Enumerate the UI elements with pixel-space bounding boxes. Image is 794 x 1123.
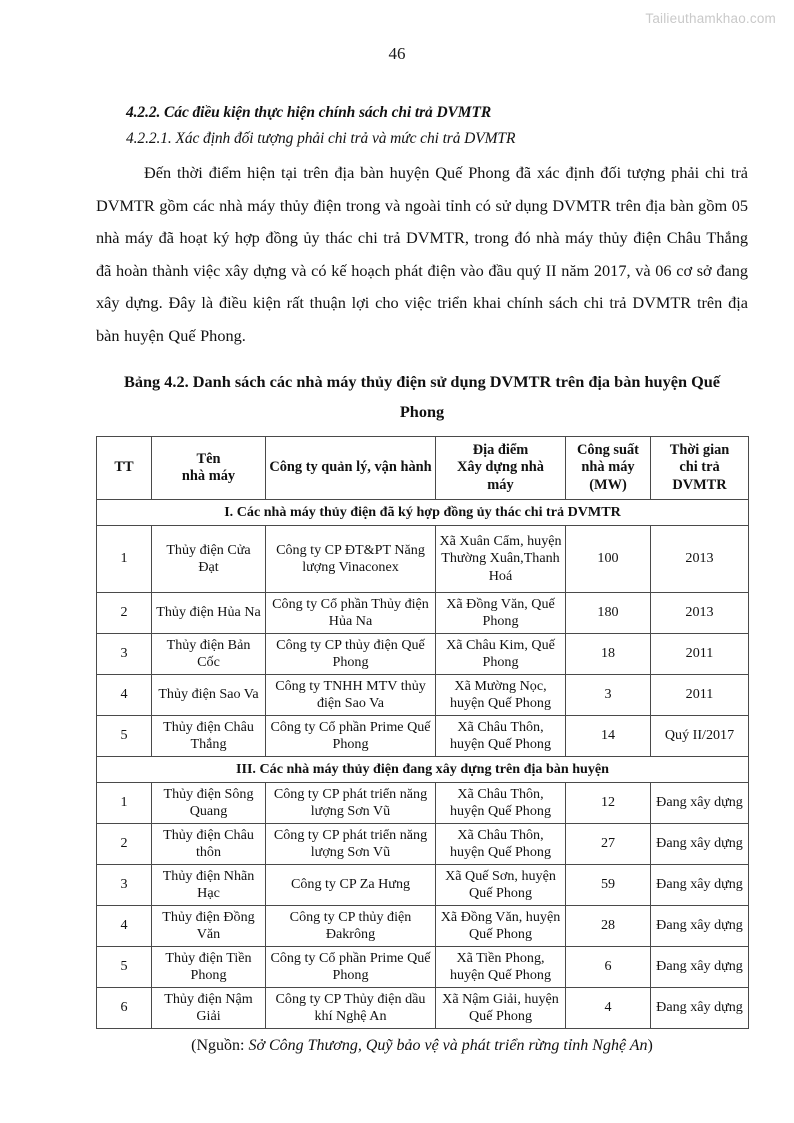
table-row [97, 783, 749, 824]
page-number: 46 [388, 44, 406, 63]
header-line-2: chi trả [679, 459, 720, 476]
source-body: Sở Công Thương, Quỹ bảo vệ và phát triển rừng tỉnh Nghệ An [248, 1037, 648, 1054]
cell-payment-time: Đang xây dựng [651, 783, 749, 824]
table-row [97, 824, 749, 865]
header-line-3: DVMTR [672, 476, 727, 493]
table-caption: Bảng 4.2. Danh sách các nhà máy thủy điện sử dụng DVMTR trên địa bàn huyện Quế Phong [124, 372, 721, 421]
cell-payment-time: Đang xây dựng [651, 906, 749, 947]
cell-tt: 3 [97, 634, 152, 675]
cell-payment-time: Đang xây dựng [651, 988, 749, 1029]
header-line-2: nhà máy [181, 468, 236, 484]
header-line-1: Thời gian [669, 441, 730, 458]
cell-plant-name: Thủy điện Sao Va [152, 675, 266, 716]
cell-location: Xã Tiền Phong, huyện Quế Phong [436, 947, 566, 988]
section-title-under-construction: III. Các nhà máy thủy điện đang xây dựng trên địa bàn huyện [97, 757, 749, 783]
table-row [97, 988, 749, 1029]
cell-location: Xã Đồng Văn, Quế Phong [436, 593, 566, 634]
cell-capacity: 14 [566, 716, 651, 757]
cell-capacity: 18 [566, 634, 651, 675]
cell-tt: 1 [97, 526, 152, 593]
cell-capacity: 180 [566, 593, 651, 634]
header-line-3: (MW) [589, 476, 627, 493]
table-row [97, 634, 749, 675]
cell-company: Công ty CP Thủy điện dầu khí Nghệ An [266, 988, 436, 1029]
cell-capacity: 100 [566, 526, 651, 593]
column-header-tt: TT [97, 437, 152, 500]
header-line-2: Xây dựng nhà [456, 459, 545, 476]
cell-plant-name: Thủy điện Tiền Phong [152, 947, 266, 988]
table-source-note [96, 1034, 748, 1058]
header-line-1: Địa điểm [472, 441, 529, 458]
cell-payment-time: 2011 [651, 675, 749, 716]
cell-tt: 3 [97, 865, 152, 906]
cell-plant-name: Thủy điện Hủa Na [152, 593, 266, 634]
cell-company: Công ty Cổ phần Prime Quế Phong [266, 947, 436, 988]
cell-tt: 4 [97, 906, 152, 947]
cell-location: Xã Mường Nọc, huyện Quế Phong [436, 675, 566, 716]
cell-company: Công ty CP phát triển năng lượng Sơn Vũ [266, 783, 436, 824]
cell-capacity: 6 [566, 947, 651, 988]
cell-location: Xã Đồng Văn, huyện Quế Phong [436, 906, 566, 947]
cell-payment-time: Quý II/2017 [651, 716, 749, 757]
cell-tt: 1 [97, 783, 152, 824]
column-header-payment-time [651, 437, 749, 500]
cell-capacity: 12 [566, 783, 651, 824]
section-header-row-3 [97, 757, 749, 783]
section-header-row-1 [97, 500, 749, 526]
cell-tt: 5 [97, 716, 152, 757]
cell-company: Công ty CP thủy điện Đakrông [266, 906, 436, 947]
column-header-company: Công ty quản lý, vận hành [266, 437, 436, 500]
header-line-1: Tên [196, 450, 221, 467]
table-row [97, 906, 749, 947]
header-line-3: máy [487, 476, 514, 493]
table-body [97, 500, 749, 1029]
cell-company: Công ty TNHH MTV thủy điện Sao Va [266, 675, 436, 716]
cell-payment-time: 2013 [651, 526, 749, 593]
cell-tt: 6 [97, 988, 152, 1029]
cell-payment-time: 2011 [651, 634, 749, 675]
cell-capacity: 3 [566, 675, 651, 716]
table-head [97, 437, 749, 500]
cell-plant-name: Thủy điện Nhãn Hạc [152, 865, 266, 906]
cell-plant-name: Thủy điện Châu Thắng [152, 716, 266, 757]
cell-company: Công ty CP Za Hưng [266, 865, 436, 906]
header-line-2: nhà máy [581, 459, 635, 476]
section-heading-4221: 4.2.2.1. Xác định đối tượng phải chi trả và mức chi trả DVMTR [126, 130, 516, 147]
table-header-row [97, 437, 749, 500]
cell-location: Xã Nậm Giải, huyện Quế Phong [436, 988, 566, 1029]
column-header-capacity [566, 437, 651, 500]
cell-company: Công ty CP thủy điện Quế Phong [266, 634, 436, 675]
cell-location: Xã Châu Kim, Quế Phong [436, 634, 566, 675]
cell-location: Xã Châu Thôn, huyện Quế Phong [436, 783, 566, 824]
cell-location: Xã Xuân Cẩm, huyện Thường Xuân,Thanh Hoá [436, 526, 566, 593]
source-suffix: ) [647, 1037, 653, 1054]
cell-capacity: 28 [566, 906, 651, 947]
source-prefix: (Nguồn: [191, 1037, 249, 1054]
cell-plant-name: Thủy điện Nậm Giải [152, 988, 266, 1029]
column-header-location [436, 437, 566, 500]
site-watermark: Tailieuthamkhao.com [645, 11, 776, 26]
cell-company: Công ty Cổ phần Prime Quế Phong [266, 716, 436, 757]
cell-payment-time: Đang xây dựng [651, 824, 749, 865]
cell-location: Xã Châu Thôn, huyện Quế Phong [436, 824, 566, 865]
hydropower-plants-table [96, 436, 749, 1029]
cell-plant-name: Thủy điện Đồng Văn [152, 906, 266, 947]
column-header-plant-name [152, 437, 266, 500]
table-row [97, 526, 749, 593]
cell-location: Xã Quế Sơn, huyện Quế Phong [436, 865, 566, 906]
cell-company: Công ty CP phát triển năng lượng Sơn Vũ [266, 824, 436, 865]
cell-payment-time: Đang xây dựng [651, 947, 749, 988]
body-paragraph: Đến thời điểm hiện tại trên địa bàn huyện Quế Phong đã xác định đối tượng phải chi trả DVMTR gồm các nhà máy thủy điện trong và ngoài tỉnh có sử dụng DVMTR trên địa bàn gồm 05 nhà máy đã hoạt ký hợp đồng ủy thác chi trả DVMTR, trong đó nhà máy thủy điện Châu Thắng đã hoàn thành việc xây dựng và có kế hoạch phát điện vào đầu quý II năm 2017, và 06 cơ sở đang xây dựng. Đây là điều kiện rất thuận lợi cho việc triển khai chính sách chi trả DVMTR trên địa bàn huyện Quế Phong. [96, 163, 748, 345]
cell-plant-name: Thủy điện Bản Cốc [152, 634, 266, 675]
cell-company: Công ty CP ĐT&PT Năng lượng Vinaconex [266, 526, 436, 593]
cell-payment-time: Đang xây dựng [651, 865, 749, 906]
table-row [97, 716, 749, 757]
cell-plant-name: Thủy điện Châu thôn [152, 824, 266, 865]
cell-tt: 4 [97, 675, 152, 716]
cell-capacity: 59 [566, 865, 651, 906]
cell-plant-name: Thủy điện Sông Quang [152, 783, 266, 824]
cell-capacity: 4 [566, 988, 651, 1029]
page-content [96, 104, 748, 1058]
table-row [97, 865, 749, 906]
cell-capacity: 27 [566, 824, 651, 865]
cell-location: Xã Châu Thôn, huyện Quế Phong [436, 716, 566, 757]
cell-plant-name: Thủy điện Cửa Đạt [152, 526, 266, 593]
table-row [97, 593, 749, 634]
cell-company: Công ty Cổ phần Thủy điện Hủa Na [266, 593, 436, 634]
table-row [97, 675, 749, 716]
cell-tt: 5 [97, 947, 152, 988]
header-line-1: Công suất [577, 441, 639, 458]
section-heading-422: 4.2.2. Các điều kiện thực hiện chính sách chi trả DVMTR [126, 104, 492, 121]
section-title-signed: I. Các nhà máy thủy điện đã ký hợp đồng ủy thác chi trả DVMTR [97, 500, 749, 526]
cell-payment-time: 2013 [651, 593, 749, 634]
table-row [97, 947, 749, 988]
cell-tt: 2 [97, 593, 152, 634]
cell-tt: 2 [97, 824, 152, 865]
